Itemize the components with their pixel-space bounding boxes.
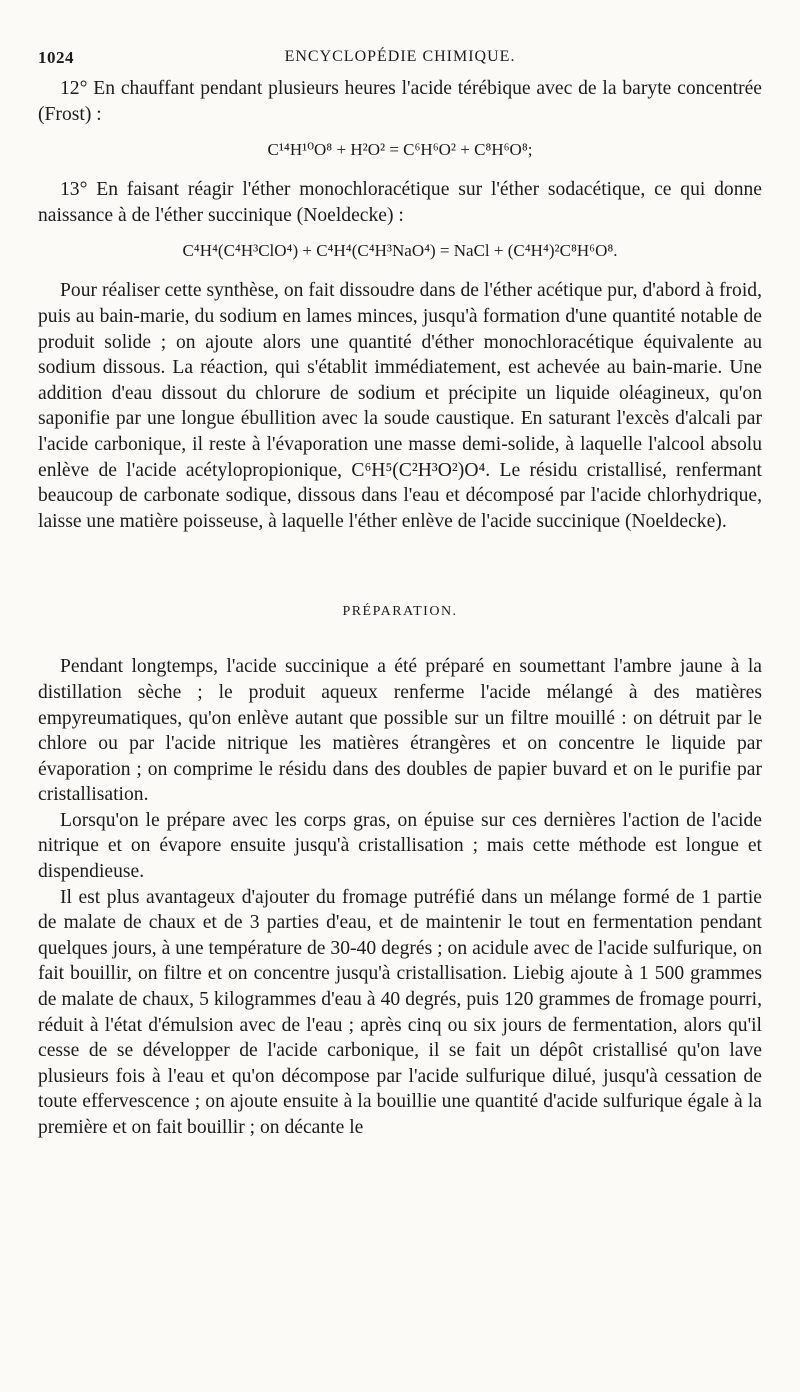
paragraph-preparation-3: Il est plus avantageux d'ajouter du fromage putréfié dans un mélange formé de 1 partie de malate de chaux et de 3 parties d'eau, et de maintenir le tout en fermentation pendant quelques jours, à une température de 30-40 degrés ; on acidule avec de l'acide sulfurique, on fait bouillir, on filtre et on concentre jusqu'à cristallisation. Liebig ajoute à 1 500 grammes de malate de chaux, 5 kilogrammes d'eau à 40 degrés, puis 120 grammes de fromage pourri, réduit à l'état d'émulsion avec de l'eau ; après cinq ou six jours de fermentation, alors qu'il cesse de se développer de l'acide carbonique, il se fait un dépôt cristallisé qu'on lave plusieurs fois à l'eau et qu'on décompose par l'acide sulfurique dilué, jusqu'à cessation de toute effervescence ; on ajoute ensuite à la bouillie une quantité d'acide sulfurique égale à la première et on fait bouillir ; on décante le	[38, 886, 762, 1138]
running-title: ENCYCLOPÉDIE CHIMIQUE.	[284, 48, 516, 65]
page	[38, 48, 762, 1141]
paragraph-preparation-2: Lorsqu'on le prépare avec les corps gras, on épuise sur ces dernières l'action de l'acide nitrique et on évapore ensuite jusqu'à cristallisation ; mais cette méthode est longue et dispendieuse.	[38, 809, 762, 883]
paragraph-preparation-1: Pendant longtemps, l'acide succinique a été préparé en soumettant l'ambre jaune à la distillation sèche ; le produit aqueux renferme l'acide mélangé à des matières empyreumatiques, qu'on enlève autant que possible sur un filtre mouillé : on détruit par le chlore ou par l'acide nitrique les matières étrangères et on concentre le liquide par évaporation ; on comprime le résidu dans des doubles de papier buvard et on le purifie par cristallisation.	[38, 656, 762, 806]
paragraph-13: 13° En faisant réagir l'éther monochloracétique sur l'éther sodacétique, ce qui donne naissance à de l'éther succinique (Noeldecke) :	[38, 179, 762, 226]
paragraph-synthese: Pour réaliser cette synthèse, on fait dissoudre dans de l'éther acétique pur, d'abord à froid, puis au bain-marie, du sodium en lames minces, jusqu'à formation d'une quantité notable de produit solide ; on ajoute alors une quantité d'éther monochloracétique équivalente au sodium dissous. La réaction, qui s'établit immédiatement, est achevée au bain-marie. Une addition d'eau dissout du chlorure de sodium et précipite un liquide oléagineux, qu'on saponifie par une longue ébullition avec la soude caustique. En saturant l'excès d'alcali par l'acide carbonique, il reste à l'évaporation une masse demi-solide, à laquelle l'alcool absolu enlève de l'acide acétylopropionique, C⁶H⁵(C²H³O²)O⁴. Le résidu cristallisé, renfermant beaucoup de carbonate sodique, dissous dans l'eau et décomposé par l'acide chlorhydrique, laisse une matière poisseuse, à laquelle l'éther enlève de l'acide succinique (Noeldecke).	[38, 280, 762, 532]
paragraph-12: 12° En chauffant pendant plusieurs heures l'acide térébique avec de la baryte concentrée (Frost) :	[38, 78, 762, 125]
formula-13: C⁴H⁴(C⁴H³ClO⁴) + C⁴H⁴(C⁴H³NaO⁴) = NaCl + (C⁴H⁴)²C⁸H⁶O⁸.	[182, 241, 618, 261]
formula-12: C¹⁴H¹⁰O⁸ + H²O² = C⁶H⁶O² + C⁸H⁶O⁸;	[267, 140, 533, 160]
section-title-preparation: PRÉPARATION.	[342, 604, 458, 620]
page-number: 1024	[38, 48, 74, 67]
page-header	[38, 48, 762, 76]
